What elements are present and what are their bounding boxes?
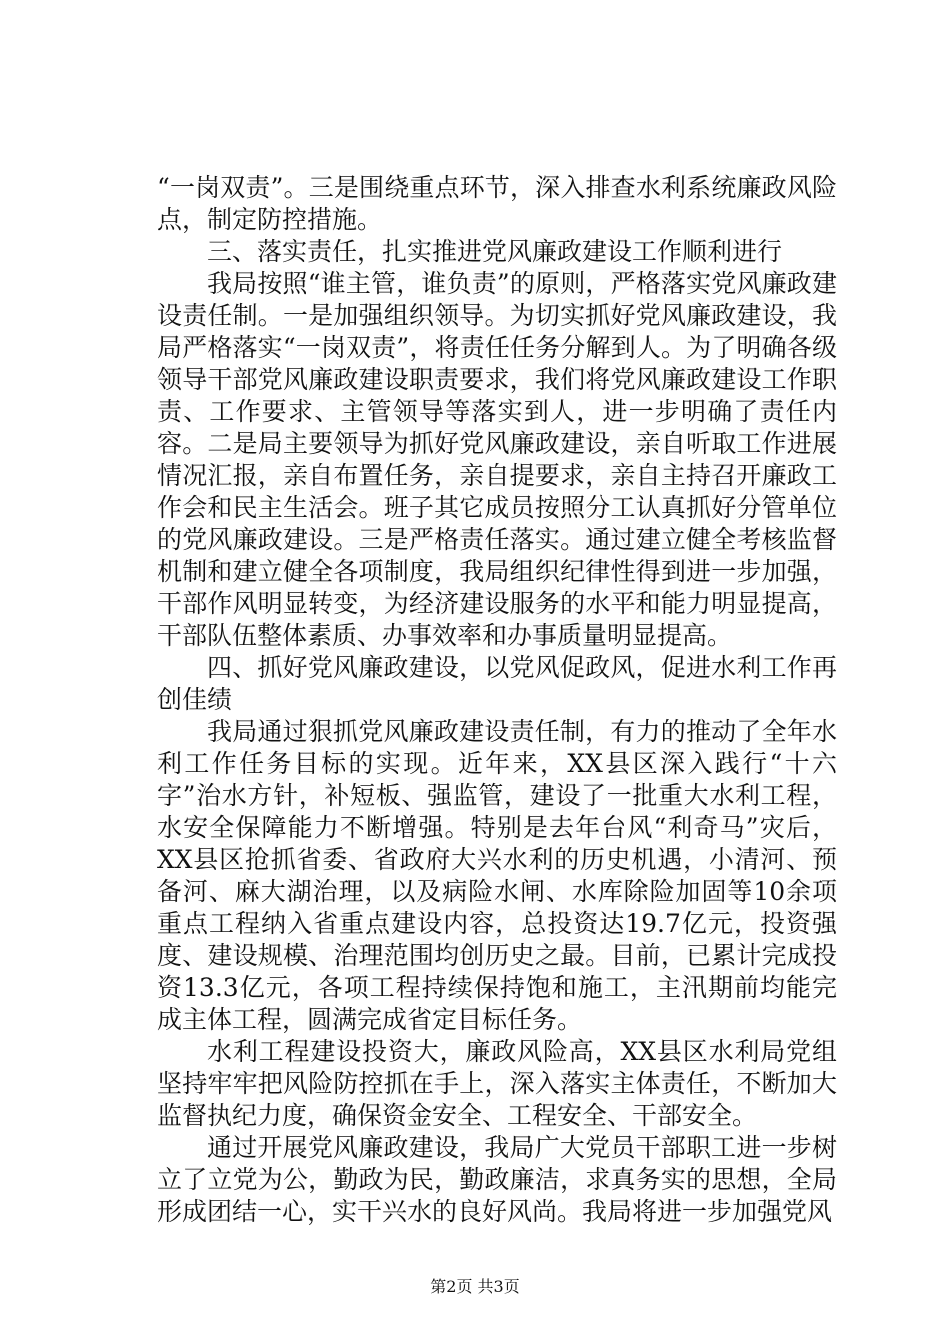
page-number-footer: 第2页 共3页 [430,1277,520,1296]
section-heading-3: 三、落实责任，扎实推进党风廉政建设工作顺利进行 [207,237,783,266]
section-heading-4: 四、抓好党风廉政建设，以党风促政风，促进水利工作再创佳绩 [157,653,837,714]
paragraph-3: 我局通过狠抓党风廉政建设责任制，有力的推动了全年水利工作任务目标的实现。近年来，XX县区深入践行“十六字”治水方针，补短板、强监管，建设了一批重大水利工程，水安全保障能力不断增强。特别是去年台风“利奇马”灾后，XX县区抢抓省委、省政府大兴水利的历史机遇，小清河、预备河、麻大湖治理，以及病险水闸、水库除险加固等10余项重点工程纳入省重点建设内容，总投资达19.7亿元，投资强度、建设规模、治理范围均创历史之最。目前，已累计完成投资13.3亿元，各项工程持续保持饱和施工，主汛期前均能完成主体工程，圆满完成省定目标任务。 [157,717,837,1034]
document-body [157,172,837,1228]
paragraph-1: “一岗双责”。三是围绕重点环节，深入排查水利系统廉政风险点，制定防控措施。 [157,173,837,234]
paragraph-2: 我局按照“谁主管，谁负责”的原则，严格落实党风廉政建设责任制。一是加强组织领导。为切实抓好党风廉政建设，我局严格落实“一岗双责”，将责任任务分解到人。为了明确各级领导干部党风廉政建设职责要求，我们将党风廉政建设工作职责、工作要求、主管领导等落实到人，进一步明确了责任内容。二是局主要领导为抓好党风廉政建设，亲自听取工作进展情况汇报，亲自布置任务，亲自提要求，亲自主持召开廉政工作会和民主生活会。班子其它成员按照分工认真抓好分管单位的党风廉政建设。三是严格责任落实。通过建立健全考核监督机制和建立健全各项制度，我局组织纪律性得到进一步加强，干部作风明显转变，为经济建设服务的水平和能力明显提高，干部队伍整体素质、办事效率和办事质量明显提高。 [157,269,837,650]
paragraph-5: 通过开展党风廉政建设，我局广大党员干部职工进一步树立了立党为公，勤政为民，勤政廉洁，求真务实的思想，全局形成团结一心，实干兴水的良好风尚。我局将进一步加强党风 [157,1133,837,1226]
paragraph-4: 水利工程建设投资大，廉政风险高，XX县区水利局党组坚持牢牢把风险防控抓在手上，深入落实主体责任，不断加大监督执纪力度，确保资金安全、工程安全、干部安全。 [157,1037,837,1130]
